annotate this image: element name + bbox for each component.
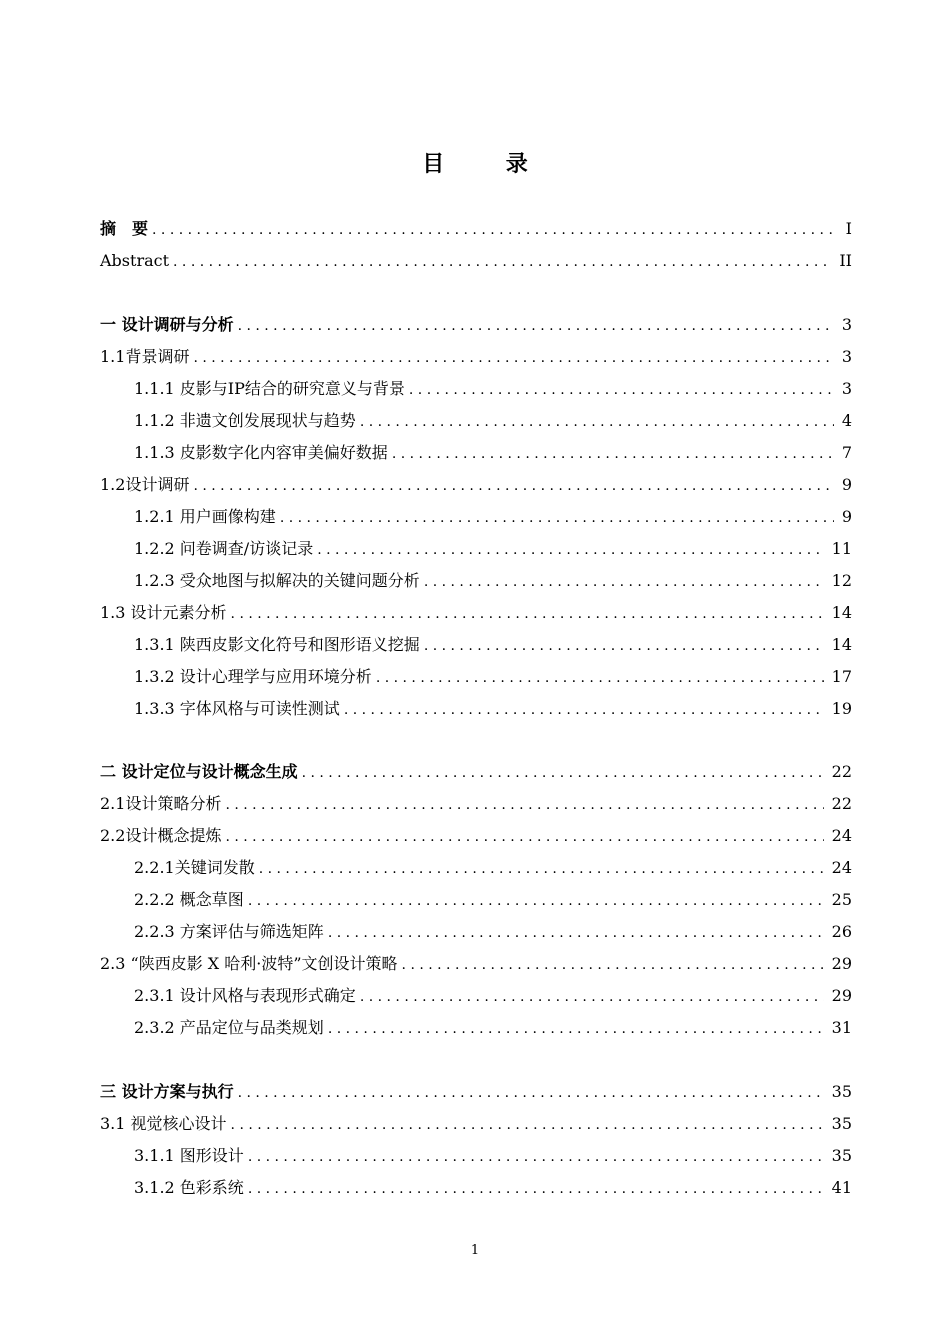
toc-entry-label: 2.3.2 产品定位与品类规划 <box>134 1018 324 1037</box>
toc-entry-label: 1.1.1 皮影与IP结合的研究意义与背景 <box>134 379 405 398</box>
toc-entry-page: 12 <box>831 571 852 590</box>
toc-entry[interactable] <box>100 249 852 273</box>
toc-entry-label: 2.3 “陕西皮影 X 哈利·波特”文创设计策略 <box>100 954 398 973</box>
toc-entry[interactable] <box>100 1080 852 1104</box>
toc-leader-dots <box>317 538 823 562</box>
toc-entry[interactable] <box>100 217 852 241</box>
toc-entry-label: 2.2.2 概念草图 <box>134 890 244 909</box>
toc-entry-page: 26 <box>831 922 852 941</box>
toc-entry[interactable] <box>134 697 852 721</box>
toc-entry-page: 35 <box>831 1146 852 1165</box>
toc-leader-dots <box>231 602 824 626</box>
toc-leader-dots <box>344 698 824 722</box>
toc-entry-page: 24 <box>831 858 852 877</box>
toc-entry-label: 2.2.1关键词发散 <box>134 858 255 877</box>
toc-entry[interactable] <box>100 824 852 848</box>
toc-entry-page: 29 <box>831 954 852 973</box>
page-number: 1 <box>470 1243 480 1258</box>
toc-entry-label: 2.3.1 设计风格与表现形式确定 <box>134 986 356 1005</box>
toc-entry-page: 29 <box>831 986 852 1005</box>
toc-entry[interactable] <box>134 505 852 529</box>
toc-entry-page: 41 <box>831 1178 852 1197</box>
toc-entry-label: 2.2设计概念提炼 <box>100 826 222 845</box>
toc-entry[interactable] <box>100 1112 852 1136</box>
toc-entry[interactable] <box>134 888 852 912</box>
toc-entry[interactable] <box>134 1144 852 1168</box>
toc-entry-page: 3 <box>841 347 852 366</box>
toc-entry-page: 22 <box>831 762 852 781</box>
toc-entry-page: 7 <box>841 443 852 462</box>
toc-entry[interactable] <box>134 984 852 1008</box>
toc-leader-dots <box>302 761 824 785</box>
toc-entry-label: 1.1.2 非遗文创发展现状与趋势 <box>134 411 356 430</box>
toc-leader-dots <box>225 825 823 849</box>
toc-leader-dots <box>424 634 824 658</box>
toc-leader-dots <box>152 218 838 242</box>
toc-entry-page: 25 <box>831 890 852 909</box>
toc-entry-label: 3.1.2 色彩系统 <box>134 1178 244 1197</box>
toc-entry-label: Abstract <box>100 251 170 270</box>
page-title: 目 录 <box>422 151 548 177</box>
toc-entry-page: II <box>839 251 852 270</box>
toc-entry-label: 1.2.1 用户画像构建 <box>134 507 276 526</box>
toc-leader-dots <box>376 666 824 690</box>
toc-entry-label: 1.3.2 设计心理学与应用环境分析 <box>134 667 372 686</box>
toc-leader-dots <box>424 570 824 594</box>
toc-entry[interactable] <box>100 345 852 369</box>
toc-leader-dots <box>360 985 824 1009</box>
toc-entry-label: 1.1.3 皮影数字化内容审美偏好数据 <box>134 443 388 462</box>
toc-leader-dots <box>173 250 831 274</box>
toc-entry-label: 1.1背景调研 <box>100 347 190 366</box>
toc-entry-label: 1.2设计调研 <box>100 475 190 494</box>
toc-entry-page: 17 <box>831 667 852 686</box>
toc-leader-dots <box>259 857 824 881</box>
toc-leader-dots <box>238 1081 824 1105</box>
toc-entry[interactable] <box>100 952 852 976</box>
toc-leader-dots <box>225 793 823 817</box>
toc-entry-page: 9 <box>841 475 852 494</box>
toc-entry-page: 4 <box>841 411 852 430</box>
toc-entry[interactable] <box>100 792 852 816</box>
toc-leader-dots <box>248 889 824 913</box>
toc-entry[interactable] <box>134 569 852 593</box>
toc-entry-page: 14 <box>831 603 852 622</box>
toc-entry-label: 1.3 设计元素分析 <box>100 603 227 622</box>
toc-entry-label: 2.2.3 方案评估与筛选矩阵 <box>134 922 324 941</box>
toc-entry-label: 1.3.3 字体风格与可读性测试 <box>134 699 340 718</box>
toc-leader-dots <box>328 921 824 945</box>
toc-entry[interactable] <box>100 760 852 784</box>
toc-leader-dots <box>280 506 834 530</box>
toc-leader-dots <box>193 474 833 498</box>
toc-entry-page: 19 <box>831 699 852 718</box>
toc-entry-label: 一 设计调研与分析 <box>100 315 234 334</box>
toc-entry-page: 31 <box>831 1018 852 1037</box>
toc-entry-page: 11 <box>831 539 852 558</box>
toc-leader-dots <box>248 1145 824 1169</box>
toc-leader-dots <box>248 1177 824 1201</box>
toc-entry[interactable] <box>100 313 852 337</box>
toc-leader-dots <box>328 1017 824 1041</box>
toc-leader-dots <box>409 378 834 402</box>
toc-entry[interactable] <box>134 856 852 880</box>
toc-entry[interactable] <box>134 1176 852 1200</box>
toc-entry-page: 3 <box>841 379 852 398</box>
toc-entry-page: 22 <box>831 794 852 813</box>
toc-entry[interactable] <box>134 920 852 944</box>
toc-entry-page: 35 <box>831 1082 852 1101</box>
toc-leader-dots <box>238 314 834 338</box>
toc-entry[interactable] <box>134 633 852 657</box>
toc-entry[interactable] <box>134 441 852 465</box>
toc-entry-page: 9 <box>841 507 852 526</box>
toc-entry-label: 1.2.2 问卷调查/访谈记录 <box>134 539 314 558</box>
toc-leader-dots <box>392 442 834 466</box>
toc-leader-dots <box>360 410 834 434</box>
toc-entry-page: 14 <box>831 635 852 654</box>
toc-entry[interactable] <box>134 377 852 401</box>
toc-leader-dots <box>193 346 833 370</box>
toc-entry-page: 35 <box>831 1114 852 1133</box>
toc-entry-label: 1.3.1 陕西皮影文化符号和图形语义挖掘 <box>134 635 420 654</box>
toc-entry-label: 二 设计定位与设计概念生成 <box>100 762 298 781</box>
toc-entry-page: 3 <box>841 315 852 334</box>
toc-entry-label: 摘 要 <box>100 219 149 238</box>
toc-entry-page: 24 <box>831 826 852 845</box>
toc-entry-label: 3.1 视觉核心设计 <box>100 1114 227 1133</box>
toc-entry[interactable] <box>134 537 852 561</box>
toc-entry[interactable] <box>100 601 852 625</box>
toc-leader-dots <box>402 953 824 977</box>
toc-entry-label: 1.2.3 受众地图与拟解决的关键问题分析 <box>134 571 420 590</box>
toc-entry-label: 3.1.1 图形设计 <box>134 1146 244 1165</box>
toc-entry-page: I <box>845 219 852 238</box>
toc-entry-label: 三 设计方案与执行 <box>100 1082 234 1101</box>
toc-entry[interactable] <box>134 1016 852 1040</box>
toc-entry-label: 2.1设计策略分析 <box>100 794 222 813</box>
toc-entry[interactable] <box>100 473 852 497</box>
toc-leader-dots <box>231 1113 824 1137</box>
toc-entry[interactable] <box>134 665 852 689</box>
toc-entry[interactable] <box>134 409 852 433</box>
